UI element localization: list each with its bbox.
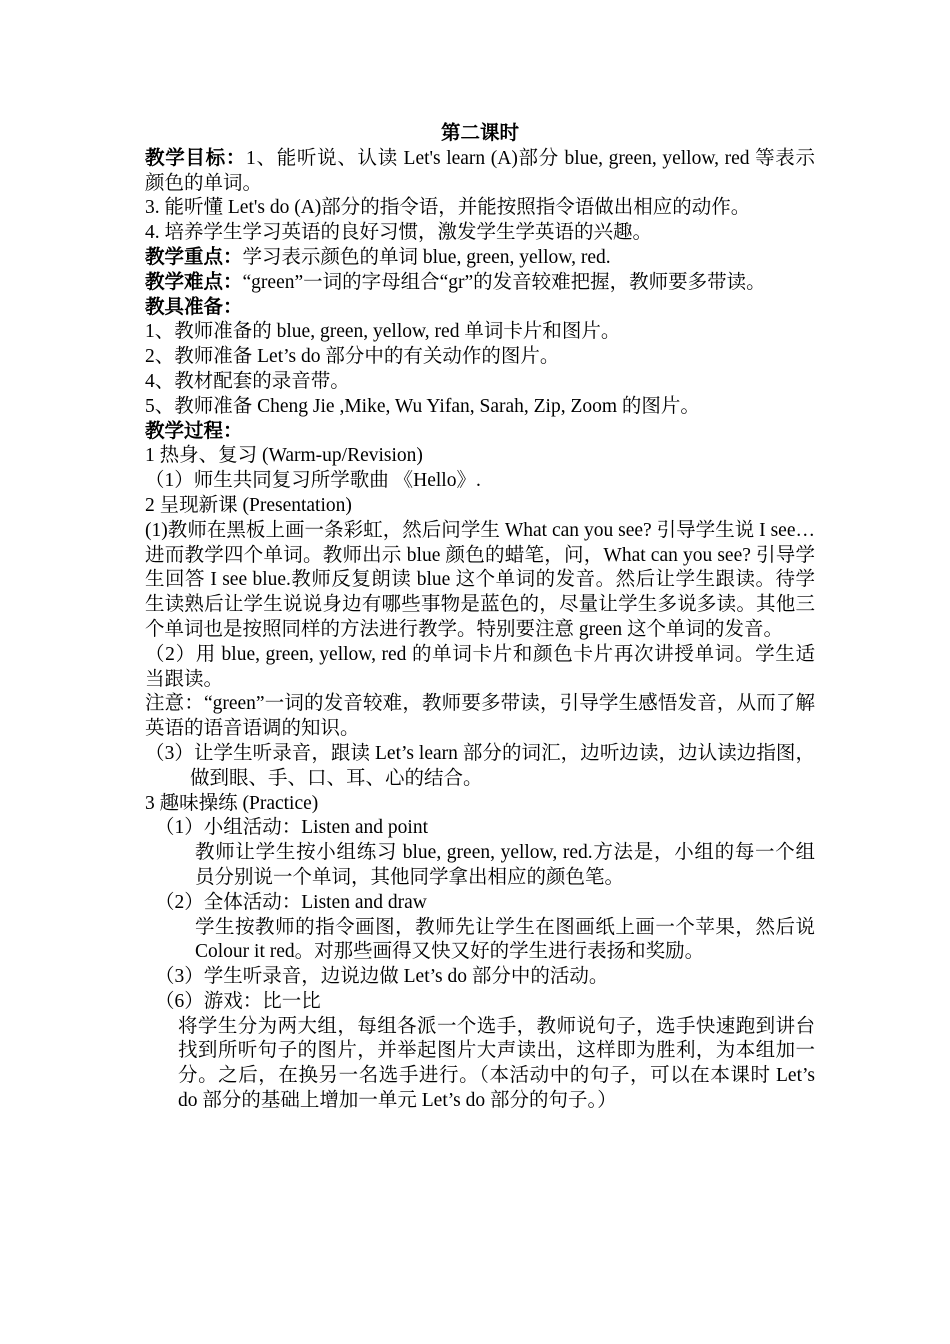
presentation-note: 注意：“green”一词的发音较难，教师要多带读，引导学生感悟发音，从而了解英语的语音语调的知识。: [145, 693, 815, 740]
practice-item-title: （6）游戏：比一比: [155, 990, 321, 1012]
document-page: [145, 122, 815, 1114]
key-point: [145, 246, 815, 271]
practice-item-title: （3）学生听录音，边说边做 Let’s do 部分中的活动。: [155, 966, 609, 988]
presentation-paragraph-2: （2）用 blue, green, yellow, red 的单词卡片和颜色卡片再次讲授单词。学生适当跟读。: [145, 643, 815, 690]
game-description: 将学生分为两大组，每组各派一个选手，教师说句子，选手快速跑到讲台找到所听句子的图片，并举起图片大声读出，这样即为胜利，为本组加一分。之后，在换另一名选手进行。（本活动中的句子，可以在本课时 Let’s do 部分的基础上增加一单元 Let’s do 部分的句子。）: [178, 1015, 815, 1112]
presentation-paragraph-1: (1)教师在黑板上画一条彩虹，然后问学生 What can you see? 引导学生说 I see…进而教学四个单词。教师出示 blue 颜色的蜡笔，问，What can you see? 引导学生回答 I see blue.教师反复朗读 blue 这个单词的发音。然后让学生跟读。待学生读熟后让学生说说身边有哪些事物是蓝色的，尽量让学生多说多读。其他三个单词也是按照同样的方法进行教学。特别要注意 green 这个单词的发音。: [145, 519, 815, 640]
objectives-line-1: [145, 147, 815, 197]
page-title: 第二课时: [440, 123, 519, 144]
section-heading: 3 趣味操练 (Practice): [145, 792, 319, 814]
materials-label: 教具准备：: [145, 296, 243, 318]
section-item: （1）师生共同复习所学歌曲 《Hello》.: [145, 470, 481, 492]
difficult-point-text: “green”一词的字母组合“gr”的发音较难把握，教师要多带读。: [242, 271, 766, 293]
key-point-text: 学习表示颜色的单词 blue, green, yellow, red.: [242, 246, 611, 268]
materials-item: 4、教材配套的录音带。: [145, 370, 350, 392]
practice-item-title: （1）小组活动：Listen and point: [155, 817, 428, 839]
practice-item-text: 学生按教师的指令画图，教师先让学生在图画纸上画一个苹果，然后说 Colour it red。对那些画得又快又好的学生进行表扬和奖励。: [195, 916, 815, 963]
process-label: 教学过程：: [145, 420, 243, 442]
practice-item-text: 教师让学生按小组练习 blue, green, yellow, red.方法是，小组的每一个组员分别说一个单词，其他同学拿出相应的颜色笔。: [195, 842, 815, 888]
key-point-label: 教学重点：: [145, 246, 243, 268]
objectives-label: 教学目标：: [145, 147, 247, 169]
section-heading: 1 热身、复习 (Warm-up/Revision): [145, 445, 423, 467]
objectives-text-1: 1、能听说、认读 Let's learn (A)部分 blue, green, yellow, red 等表示颜色的单词。: [145, 147, 815, 194]
materials-item: 2、教师准备 Let’s do 部分中的有关动作的图片。: [145, 346, 560, 368]
objectives-line-3: 4. 培养学生学习英语的良好习惯，激发学生学英语的兴趣。: [145, 222, 653, 244]
presentation-paragraph-3: （3）让学生听录音，跟读 Let’s learn 部分的词汇，边听边读，边认读边指图，做到眼、手、口、耳、心的结合。: [145, 742, 815, 789]
section-heading: 2 呈现新课 (Presentation): [145, 494, 352, 516]
difficult-point: [145, 271, 815, 296]
materials-item: 5、教师准备 Cheng Jie ,Mike, Wu Yifan, Sarah, Zip, Zoom 的图片。: [145, 395, 700, 417]
objectives-line-2: 3. 能听懂 Let's do (A)部分的指令语，并能按照指令语做出相应的动作。: [145, 197, 751, 219]
difficult-point-label: 教学难点：: [145, 271, 243, 293]
materials-item: 1、教师准备的 blue, green, yellow, red 单词卡片和图片。: [145, 321, 621, 343]
practice-item-title: （2）全体活动：Listen and draw: [155, 891, 427, 913]
